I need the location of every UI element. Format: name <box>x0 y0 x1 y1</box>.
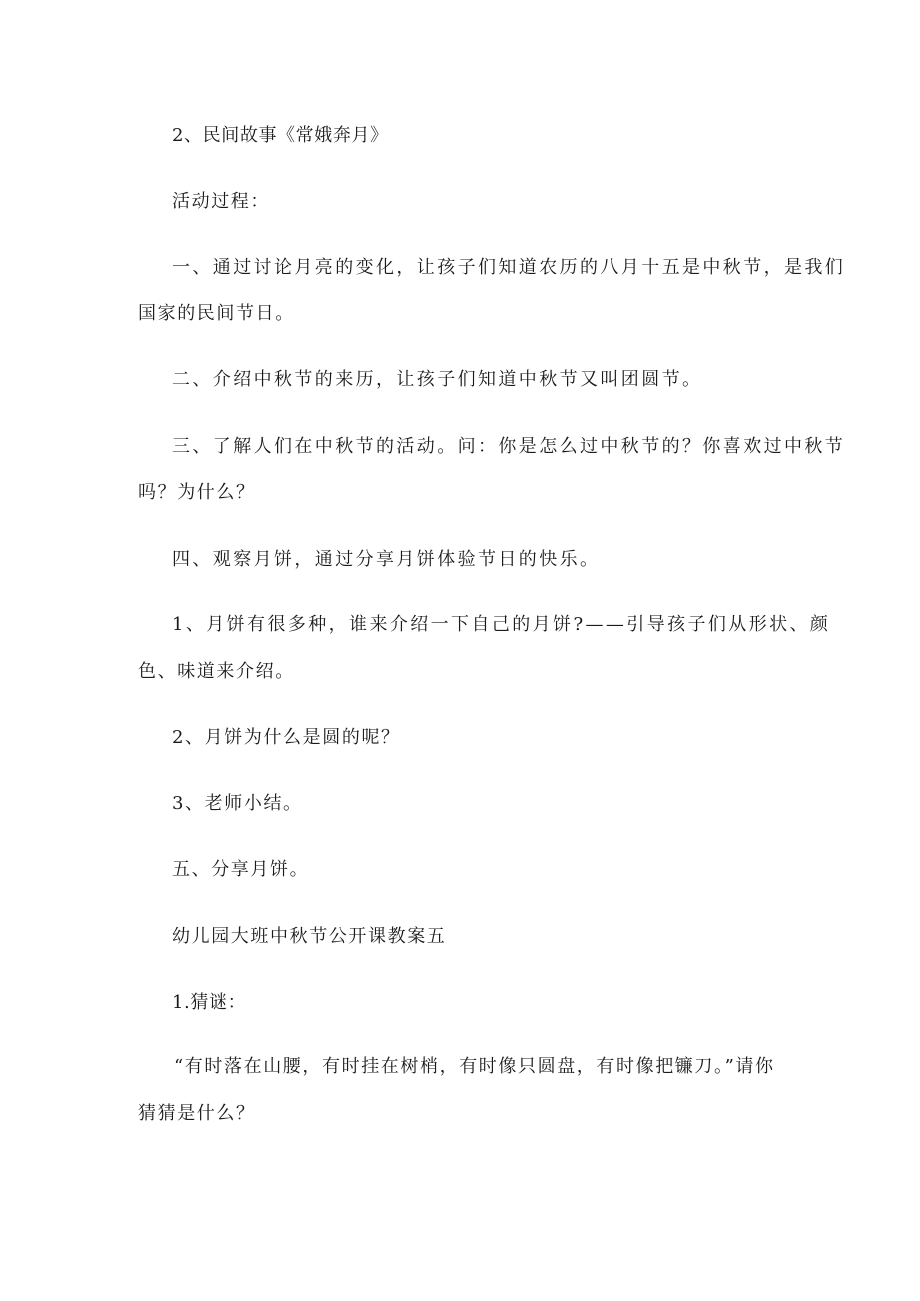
riddle-text-line-1: “有时落在山腰，有时挂在树梢，有时像只圆盘，有时像把镰刀。”请你 <box>174 1056 775 1077</box>
step-three-line-2: 吗？为什么？ <box>138 482 256 503</box>
sub-item-1-line-1: 1、月饼有很多种，谁来介绍一下自己的月饼?——引导孩子们从形状、颜 <box>172 614 831 635</box>
sub-item-2: 2、月饼为什么是圆的呢？ <box>172 727 401 748</box>
step-four: 四、观察月饼，通过分享月饼体验节日的快乐。 <box>172 549 601 570</box>
riddle-text-line-2: 猜猜是什么？ <box>138 1103 256 1124</box>
riddle-heading: 1.猜谜： <box>172 992 247 1013</box>
step-one-line-1: 一、通过讨论月亮的变化，让孩子们知道农历的八月十五是中秋节，是我们 <box>172 257 846 278</box>
list-item-folk-story: 2、民间故事《常娥奔月》 <box>172 125 389 146</box>
lesson-plan-title: 幼儿园大班中秋节公开课教案五 <box>172 926 447 947</box>
section-heading-activity-process: 活动过程： <box>172 191 270 212</box>
step-two: 二、介绍中秋节的来历，让孩子们知道中秋节又叫团圆节。 <box>172 369 703 390</box>
step-one-line-2: 国家的民间节日。 <box>138 303 295 324</box>
step-five: 五、分享月饼。 <box>172 859 310 880</box>
sub-item-3: 3、老师小结。 <box>172 793 303 814</box>
step-three-line-1: 三、了解人们在中秋节的活动。问：你是怎么过中秋节的？你喜欢过中秋节 <box>172 436 846 457</box>
sub-item-1-line-2: 色、味道来介绍。 <box>138 661 295 682</box>
